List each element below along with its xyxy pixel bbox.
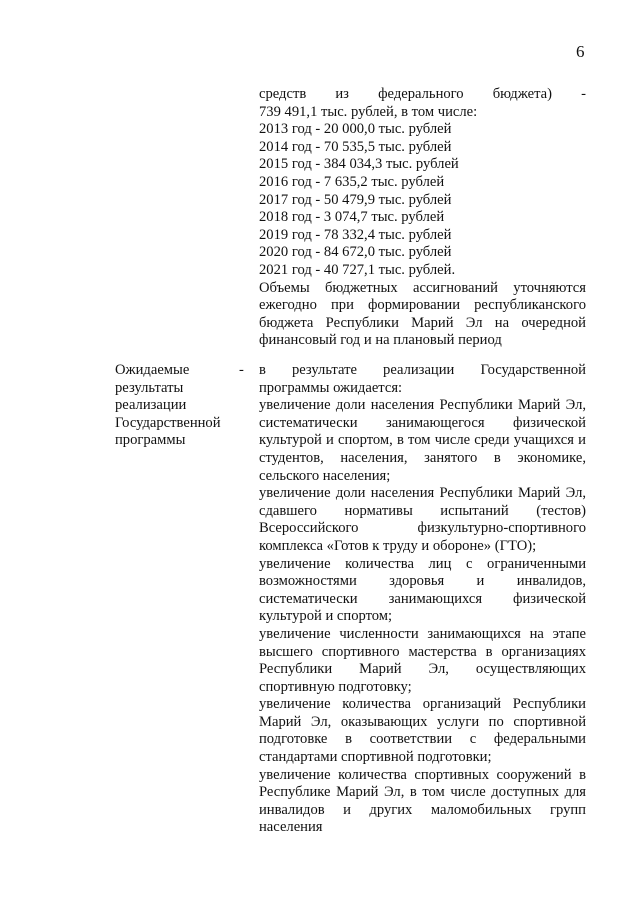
results-paragraph: увеличение количества организаций Республики Марий Эл, оказывающих услуги по спортивной подготовке в соответствии с федеральными стандартами спортивной подготовки; xyxy=(259,696,586,766)
results-paragraph: увеличение численности занимающихся на этапе высшего спортивного мастерства в организациях Республики Марий Эл, осуществляющих спортивную подготовку; xyxy=(259,625,586,695)
results-paragraph: увеличение доли населения Республики Марий Эл, сдавшего нормативы испытаний (тестов) Всероссийского физкультурно-спортивного комплекса «Готов к труду и обороне» (ГТО); xyxy=(259,485,586,554)
funding-year-line: 2021 год - 40 727,1 тыс. рублей. xyxy=(259,261,456,278)
results-label-line: Государственной xyxy=(115,414,221,431)
results-paragraph: увеличение количества спортивных сооружений в Республике Марий Эл, в том числе доступных для инвалидов и других маломобильных групп населения xyxy=(259,766,586,836)
funding-year-line: 2018 год - 3 074,7 тыс. рублей xyxy=(259,209,445,226)
results-label-line: программы xyxy=(115,432,186,449)
results-label-line: Ожидаемые xyxy=(115,362,190,378)
row-dash: - xyxy=(239,362,244,378)
funding-year-line: 2020 год - 84 672,0 тыс. рублей xyxy=(259,244,452,261)
funding-year-line: 2016 год - 7 635,2 тыс. рублей xyxy=(259,173,445,190)
funding-intro-line: средств из федерального бюджета) - xyxy=(259,86,586,102)
results-paragraph: увеличение доли населения Республики Марий Эл, систематически занимающегося физической культурой и спортом, в том числе среди учащихся и студентов, населения, занятого в экономике, сельского населения; xyxy=(259,397,586,484)
funding-intro-line: 739 491,1 тыс. рублей, в том числе: xyxy=(259,103,478,120)
results-paragraph: в результате реализации Государственной программы ожидается: xyxy=(259,362,586,396)
funding-note: Объемы бюджетных ассигнований уточняются ежегодно при формировании республиканского бюджета Республики Марий Эл на очередной финансовый год и на плановый период xyxy=(259,279,586,349)
funding-year-line: 2015 год - 384 034,3 тыс. рублей xyxy=(259,156,459,173)
funding-section xyxy=(259,86,586,350)
funding-year-line: 2013 год - 20 000,0 тыс. рублей xyxy=(259,121,452,138)
results-label xyxy=(115,362,235,450)
funding-year-line: 2017 год - 50 479,9 тыс. рублей xyxy=(259,191,452,208)
results-label-line: результаты xyxy=(115,379,184,396)
results-section xyxy=(259,362,586,837)
results-label-line: реализации xyxy=(115,397,187,414)
page-number: 6 xyxy=(576,42,585,61)
funding-year-line: 2019 год - 78 332,4 тыс. рублей xyxy=(259,226,452,243)
results-paragraph: увеличение количества лиц с ограниченными возможностями здоровья и инвалидов, систематически занимающихся физической культурой и спортом; xyxy=(259,555,586,625)
funding-year-line: 2014 год - 70 535,5 тыс. рублей xyxy=(259,138,452,155)
